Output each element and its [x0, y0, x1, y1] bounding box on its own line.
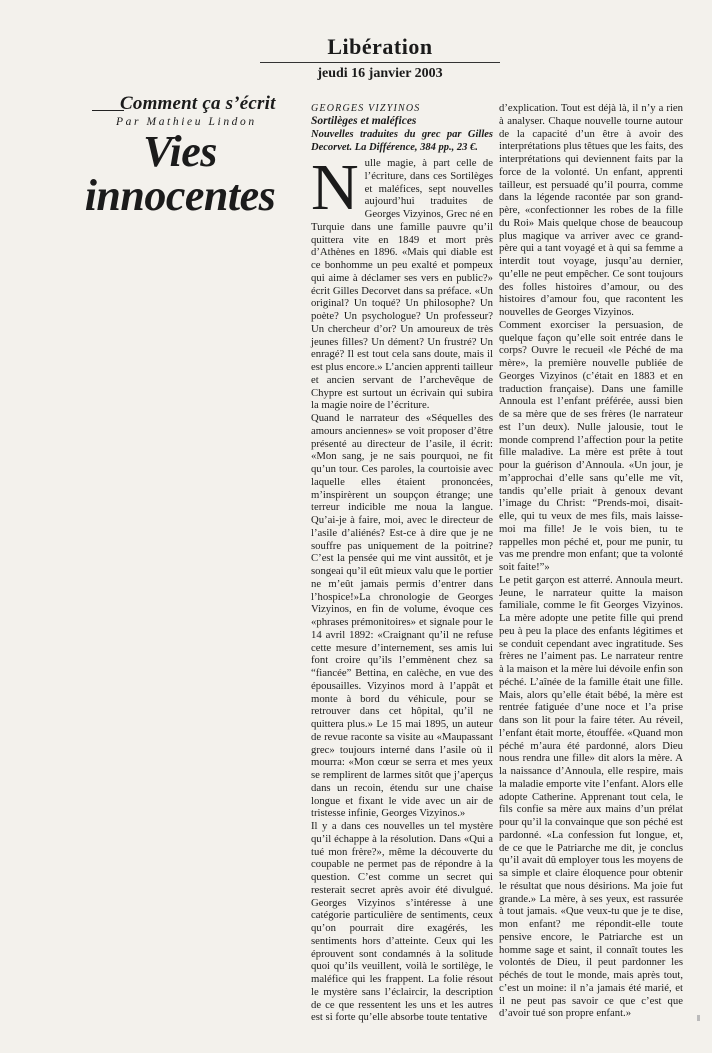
masthead-divider: [260, 62, 500, 63]
article-paragraph-1-text: ulle magie, à part celle de l’écriture, dans ces Sortilèges et maléfices, sept nouvelles aujourd’hui traduites de Georges Vizyinos, Grec né en Turquie dans une famille pauvre qu’il quittera vite en 1849 et mort près d’Athènes en 1896. «Mais qui diable est ce bonhomme un peu exalté et pompeux qui aime à déclamer ses vers en public?» écrit Gilles Decorvet dans sa préface. «Un original? Un toqué? Un philosophe? Un poète? Un psychologue? Un professeur? Un chercheur d’or? Un amoureux de très jeunes filles? Un dément? Un frustré? Un enragé? Il est tout cela sans doute, mais il est plus encore.» L’ancien apprenti tailleur et ancien servant de l’archevêque de Chypre est surtout un écrivain qui subira la magie noire de l’écriture.: [311, 157, 493, 412]
publication-date: jeudi 16 janvier 2003: [317, 66, 443, 81]
publication-title: Libération: [327, 34, 433, 59]
article-paragraph-3: Il y a dans ces nouvelles un tel mystère qu’il échappe à la résolution. Dans «Qui a tué mon frère?», même la découverte du coupable ne permet pas de répondre à la question. C’est comme un secret qui resterait secret après avoir été divulgué. Georges Vizyinos s’intéresse à une catégorie particulière de sentiments, ceux qu’on pourrait dire exagérés, les sentiments hors d’atteinte. Ceux qui les éprouvent sont condamnés à la solitude quoi qu’ils veuillent, voilà le sortilège, le maléfice qui les frappent. La folie résout le mystère sans l’éclaircir, la description de ce que ressentent les uns et les autres est si forte qu’elle absorbe toute tentative: [311, 820, 493, 1024]
headline-line-1: Vies: [143, 127, 217, 176]
book-title: Sortilèges et maléfices: [311, 115, 417, 127]
headline-line-2: innocentes: [84, 171, 276, 220]
drop-cap: N: [311, 151, 359, 224]
article-paragraph-2: Quand le narrateur des «Séquelles des amours anciennes» se voit proposer d’être présenté au directeur de l’asile, il écrit: «Mon sang, je ne sais pourquoi, ne fit qu’un tour. Ces paroles, la courtoisie avec laquelle elles étaient prononcées, m’inspirèrent un soupçon étrange; une terreur indicible me noua la langue. Qu’ai-je à faire, moi, avec le directeur de l’asile d’aliénés? Est-ce à dire que je ne souffre pas uniquement de la poitrine? C’est la pensée qui me vint aussitôt, et je songeai qu’il eût mieux valu que le portier ne m’eût jamais permis d’entrer dans l’hospice!»La chronologie de Georges Vizyinos, en fin de volume, évoque ces «phrases prémonitoires» et signale pour le 14 avril 1892: «Craignant qu’il ne refuse cette mesure d’internement, ses amis lui font croire qu’ils l’emmènent chez sa “fiancée” Bettina, en calèche, en vue des épousailles. Vizyinos mord à l’appât et monte à bord du véhicule, pour se retrouver dans cet hôpital, qu’il ne quittera plus.» Le 15 mai 1895, un auteur de revue raconte sa visite au «Maupassant grec» toujours interné dans l’asile où il mourra: «Mon cœur se serra et mes yeux se remplirent de larmes sitôt que j’aperçus dans un recoin, étendu sur une chaise longue et fixant le vide avec un air de tristesse infinie, Georges Vizyinos.»: [311, 412, 493, 820]
article-paragraph-4: d’explication. Tout est déjà là, il n’y a rien à analyser. Chaque nouvelle tourne autour de la capacité d’un être à avoir des interprétations plus têtues que les faits, des interprétations qui deviennent faits par la force de la volonté. Un enfant, apprenti tailleur, est persuadé qu’il pourra, comme dans la légende racontée par son grand-père, «confectionner les robes de la fille du Roi» Mais quelque chose de beaucoup plus magique va arriver avec ce grand-père qui a tant voyagé et à qui sa femme a interdit tout voyage, jusqu’au dernier, qu’elle ne peut empêcher. Ce sont toujours des folles histoires d’amour, ou des histoires d’amour fou, que racontent les nouvelles de Georges Vizyinos.: [499, 102, 683, 318]
scan-mark: [697, 1015, 700, 1021]
article-paragraph-6: Le petit garçon est atterré. Annoula meurt. Jeune, le narrateur quitte la maison familiale, comme le fit Georges Vizyinos. La mère adopte une petite fille qui prend peu à peu la place des enfants légitimes et se conduit cependant avec ingratitude. Ses frères ne l’aiment pas. Le narrateur rentre à la maison et la mère lui dévoile enfin son péché. L’aînée de la famille était une fille. Mais, alors qu’elle était bébé, la mère est rentrée fatiguée d’une noce et l’a prise dans son lit pour la faire téter. Au réveil, l’enfant était morte, étouffée. «Quand mon péché m’aura été pardonné, alors Dieu nous rendra une fille» dit alors la mère. A la naissance d’Annoula, elle respire, mais la maladie emporte vite l’enfant. Alors elle adopte Catherine. Apprenant tout cela, le fils confie sa mère aux mains d’un prélat pour qu’il la convainque que son péché est pardonné. «La confession fut longue, et, de ce que le Patriarche me dit, je conclus qu’il avait dû employer tous les moyens de sa simple et claire éloquence pour obtenir le résultat que nous désirions. Ma joie fut grande.» La mère, à ses yeux, est rassurée à tout jamais. «Que veux-tu que je te dise, mon enfant? me répondit-elle toute pensive encore, le Patriarche est un homme sage et saint, il connaît toutes les volontés de Dieu, il peut pardonner les péchés de tout le monde, mais après tout, c’est un moine: il n’a jamais été marié, et il ne peut pas savoir ce que c’est que d’avoir tué son propre enfant.»: [499, 573, 683, 1020]
book-author: GEORGES VIZYINOS: [311, 103, 421, 114]
article-column-right: [499, 102, 683, 1020]
book-info: Nouvelles traduites du grec par Gilles Decorvet. La Différence, 384 pp., 23 €.: [311, 129, 493, 153]
article-paragraph-5: Comment exorciser la persuasion, de quelque façon qu’elle soit entrée dans le corps? Ouvre le recueil «le Péché de ma mère», la première nouvelle publiée de Georges Vizyinos (c’était en 1883 et en traduction française). Dans une famille Annoula est l’enfant préférée, aussi bien de sa mère que de ses frères (le narrateur est l’un deux). Nulle jalousie, tout le monde comprend l’affection pour la petite fille maladive. La mère est prête à tout pour la guérison d’Annoula. «Un jour, je m’approchai d’elle sans qu’elle me vît, tandis qu’elle priait à genoux devant l’image du Christ: “Prends-moi, disait-elle, qui tu veux de mes fils, mais laisse-moi ma fille! Je le vois bien, tu te rappelles mon péché et, pour me punir, tu vas me prendre mon enfant; que ta volonté soit faite!”»: [499, 318, 683, 573]
article-column-middle: [311, 102, 493, 1024]
rubric-name: Comment ça s’écrit: [120, 93, 276, 114]
masthead: [250, 34, 510, 83]
article-paragraph-1: [311, 151, 493, 412]
headline: [60, 127, 300, 220]
rubric-author: Par Mathieu Lindon: [116, 116, 257, 128]
